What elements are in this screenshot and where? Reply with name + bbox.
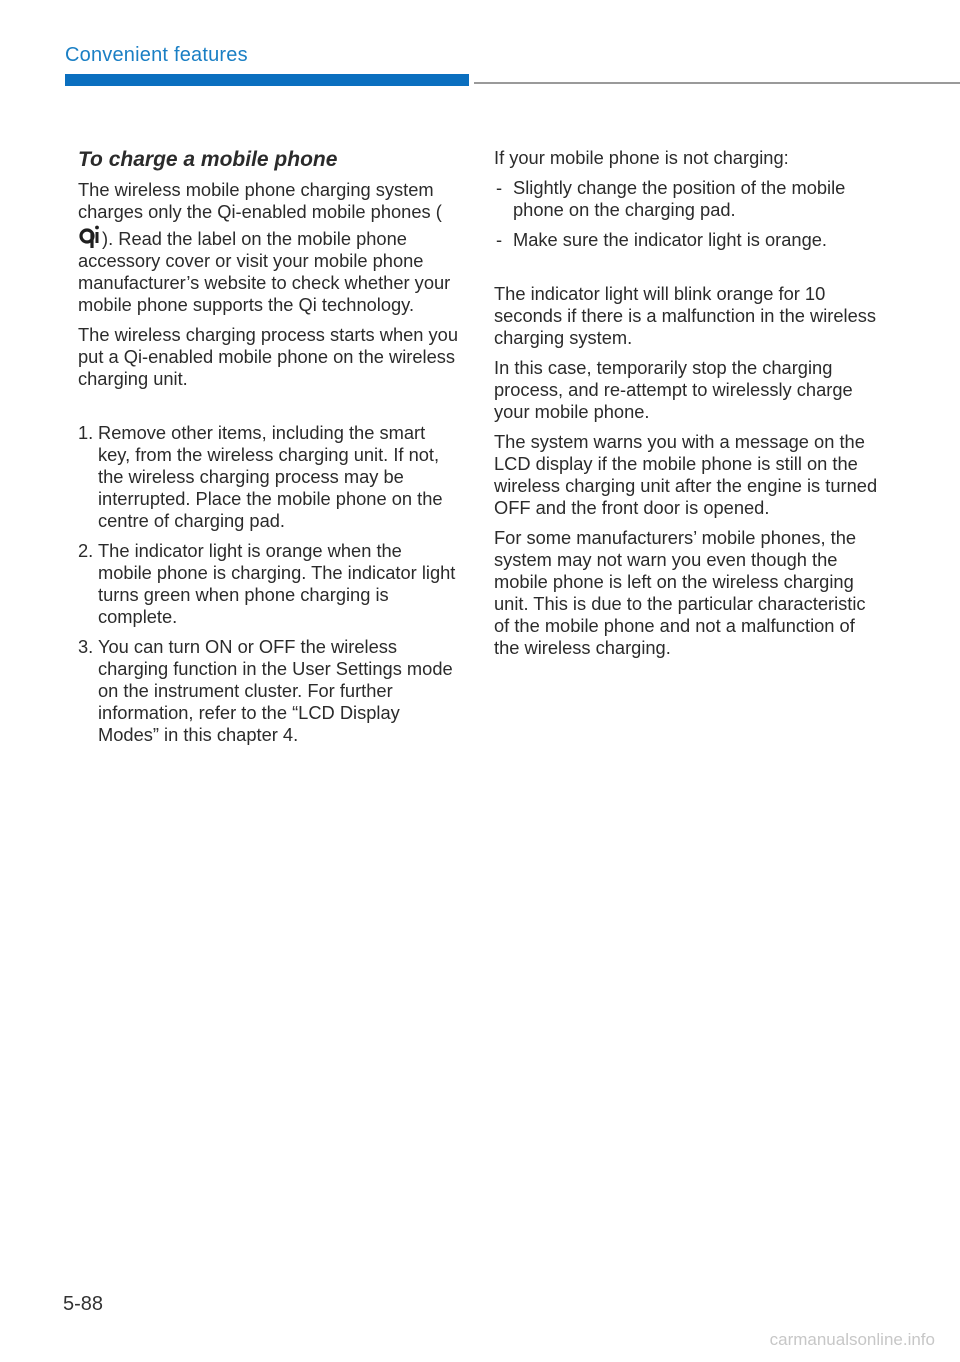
- header-rule: [474, 82, 960, 84]
- step-number: 1.: [78, 422, 94, 443]
- step-text: Remove other items, including the smart key, from the wireless charging unit. If not, the wireless charging process may be interrupted. Place the mobile phone on the centre of charging pad.: [98, 422, 443, 531]
- paragraph-qi-info: [78, 179, 458, 316]
- left-column: [78, 147, 458, 754]
- paragraph-reattempt: In this case, temporarily stop the charging process, and re-attempt to wirelessly charge your mobile phone.: [494, 357, 853, 422]
- page-number: 5-88: [63, 1293, 104, 1315]
- paragraph-malfunction: The indicator light will blink orange for 10 seconds if there is a malfunction in the wireless charging system.: [494, 283, 877, 348]
- step-item: [78, 636, 458, 746]
- bullet-item: [494, 177, 884, 221]
- bullet-mark: -: [496, 229, 503, 250]
- paragraph-manufacturers: For some manufacturers’ mobile phones, the system may not warn you even though the mobile phone is left on the wireless charging unit. This is due to the particular characteristic of the mobile phone and not a malfunction of the wireless charging.: [494, 527, 866, 658]
- step-text: You can turn ON or OFF the wireless charging function in the User Settings mode on the instrument cluster. For further information, refer to the “LCD Display Modes” in this chapter 4.: [98, 636, 453, 745]
- bullet-text: Make sure the indicator light is orange.: [513, 229, 827, 250]
- right-column: [494, 147, 884, 667]
- step-number: 2.: [78, 540, 94, 561]
- bullet-mark: -: [496, 177, 503, 198]
- bullet-text: Slightly change the position of the mobile phone on the charging pad.: [513, 177, 846, 220]
- watermark: carmanualsonline.info: [769, 1330, 935, 1349]
- step-item: [78, 422, 458, 532]
- not-charging-intro: If your mobile phone is not charging:: [494, 147, 789, 168]
- paragraph-warning: The system warns you with a message on the LCD display if the mobile phone is still on the wireless charging unit after the engine is turned OFF and the front door is opened.: [494, 431, 878, 518]
- qi-text-before: The wireless mobile phone charging system charges only the Qi-enabled mobile phones (: [78, 179, 442, 222]
- qi-wireless-icon: [79, 223, 101, 249]
- step-number: 3.: [78, 636, 94, 657]
- section-title: Convenient features: [65, 44, 248, 66]
- paragraph-charging-start: The wireless charging process starts when you put a Qi-enabled mobile phone on the wireless charging unit.: [78, 324, 459, 389]
- header-rule-accent: [65, 74, 469, 86]
- qi-text-after: ). Read the label on the mobile phone accessory cover or visit your mobile phone manufacturer’s website to check whether your mobile phone supports the Qi technology.: [78, 228, 451, 315]
- subsection-heading: To charge a mobile phone: [78, 148, 338, 171]
- bullet-item: [494, 229, 884, 251]
- step-text: The indicator light is orange when the mobile phone is charging. The indicator light turns green when phone charging is complete.: [98, 540, 456, 627]
- step-item: [78, 540, 458, 628]
